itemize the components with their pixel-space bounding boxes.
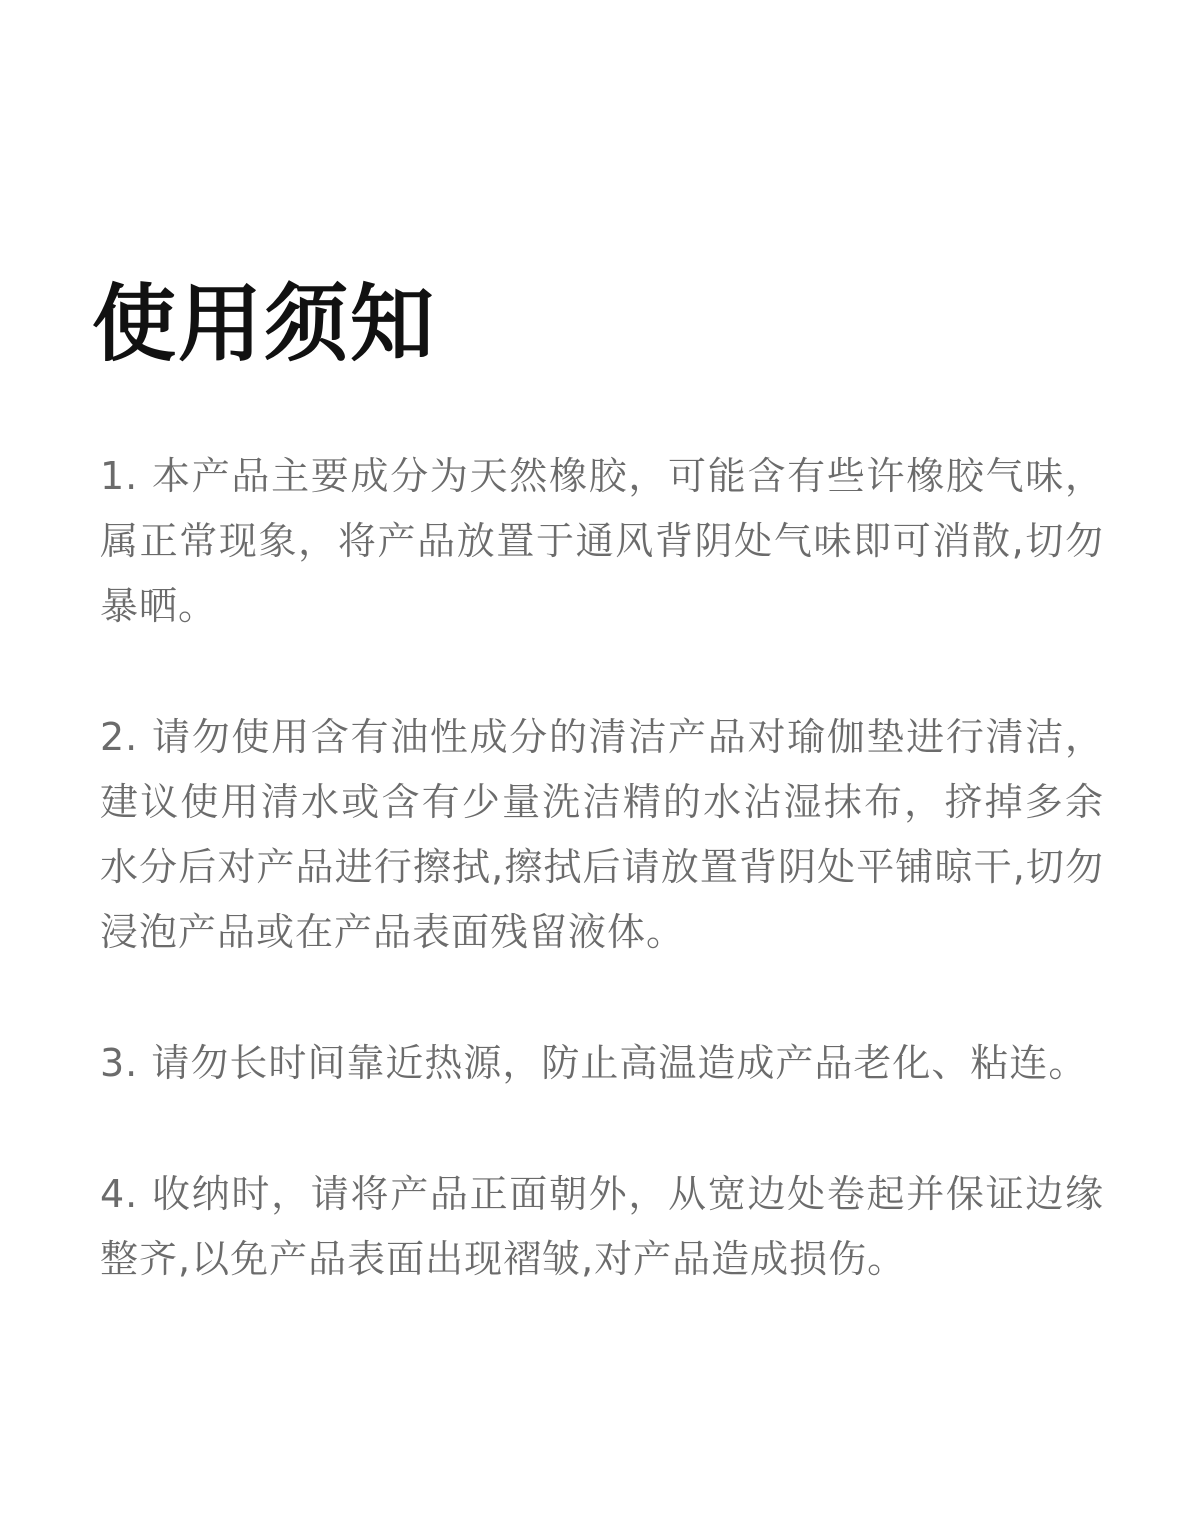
notice-item-2: 2. 请勿使用含有油性成分的清洁产品对瑜伽垫进行清洁，建议使用清水或含有少量洗洁精的水沾湿抹布，挤掉多余水分后对产品进行擦拭,擦拭后请放置背阴处平铺晾干,切勿浸泡产品或在产品表面残留液体。 xyxy=(100,715,1104,954)
page-title: 使用须知 xyxy=(92,275,437,373)
notice-item-3: 3. 请勿长时间靠近热源，防止高温造成产品老化、粘连。 xyxy=(100,1041,1088,1085)
notice-list xyxy=(100,444,1104,1358)
notice-item-4: 4. 收纳时，请将产品正面朝外，从宽边处卷起并保证边缘整齐,以免产品表面出现褶皱,对产品造成损伤。 xyxy=(100,1172,1104,1281)
notice-item-1: 1. 本产品主要成分为天然橡胶，可能含有些许橡胶气味，属正常现象，将产品放置于通风背阴处气味即可消散,切勿暴晒。 xyxy=(100,454,1104,628)
